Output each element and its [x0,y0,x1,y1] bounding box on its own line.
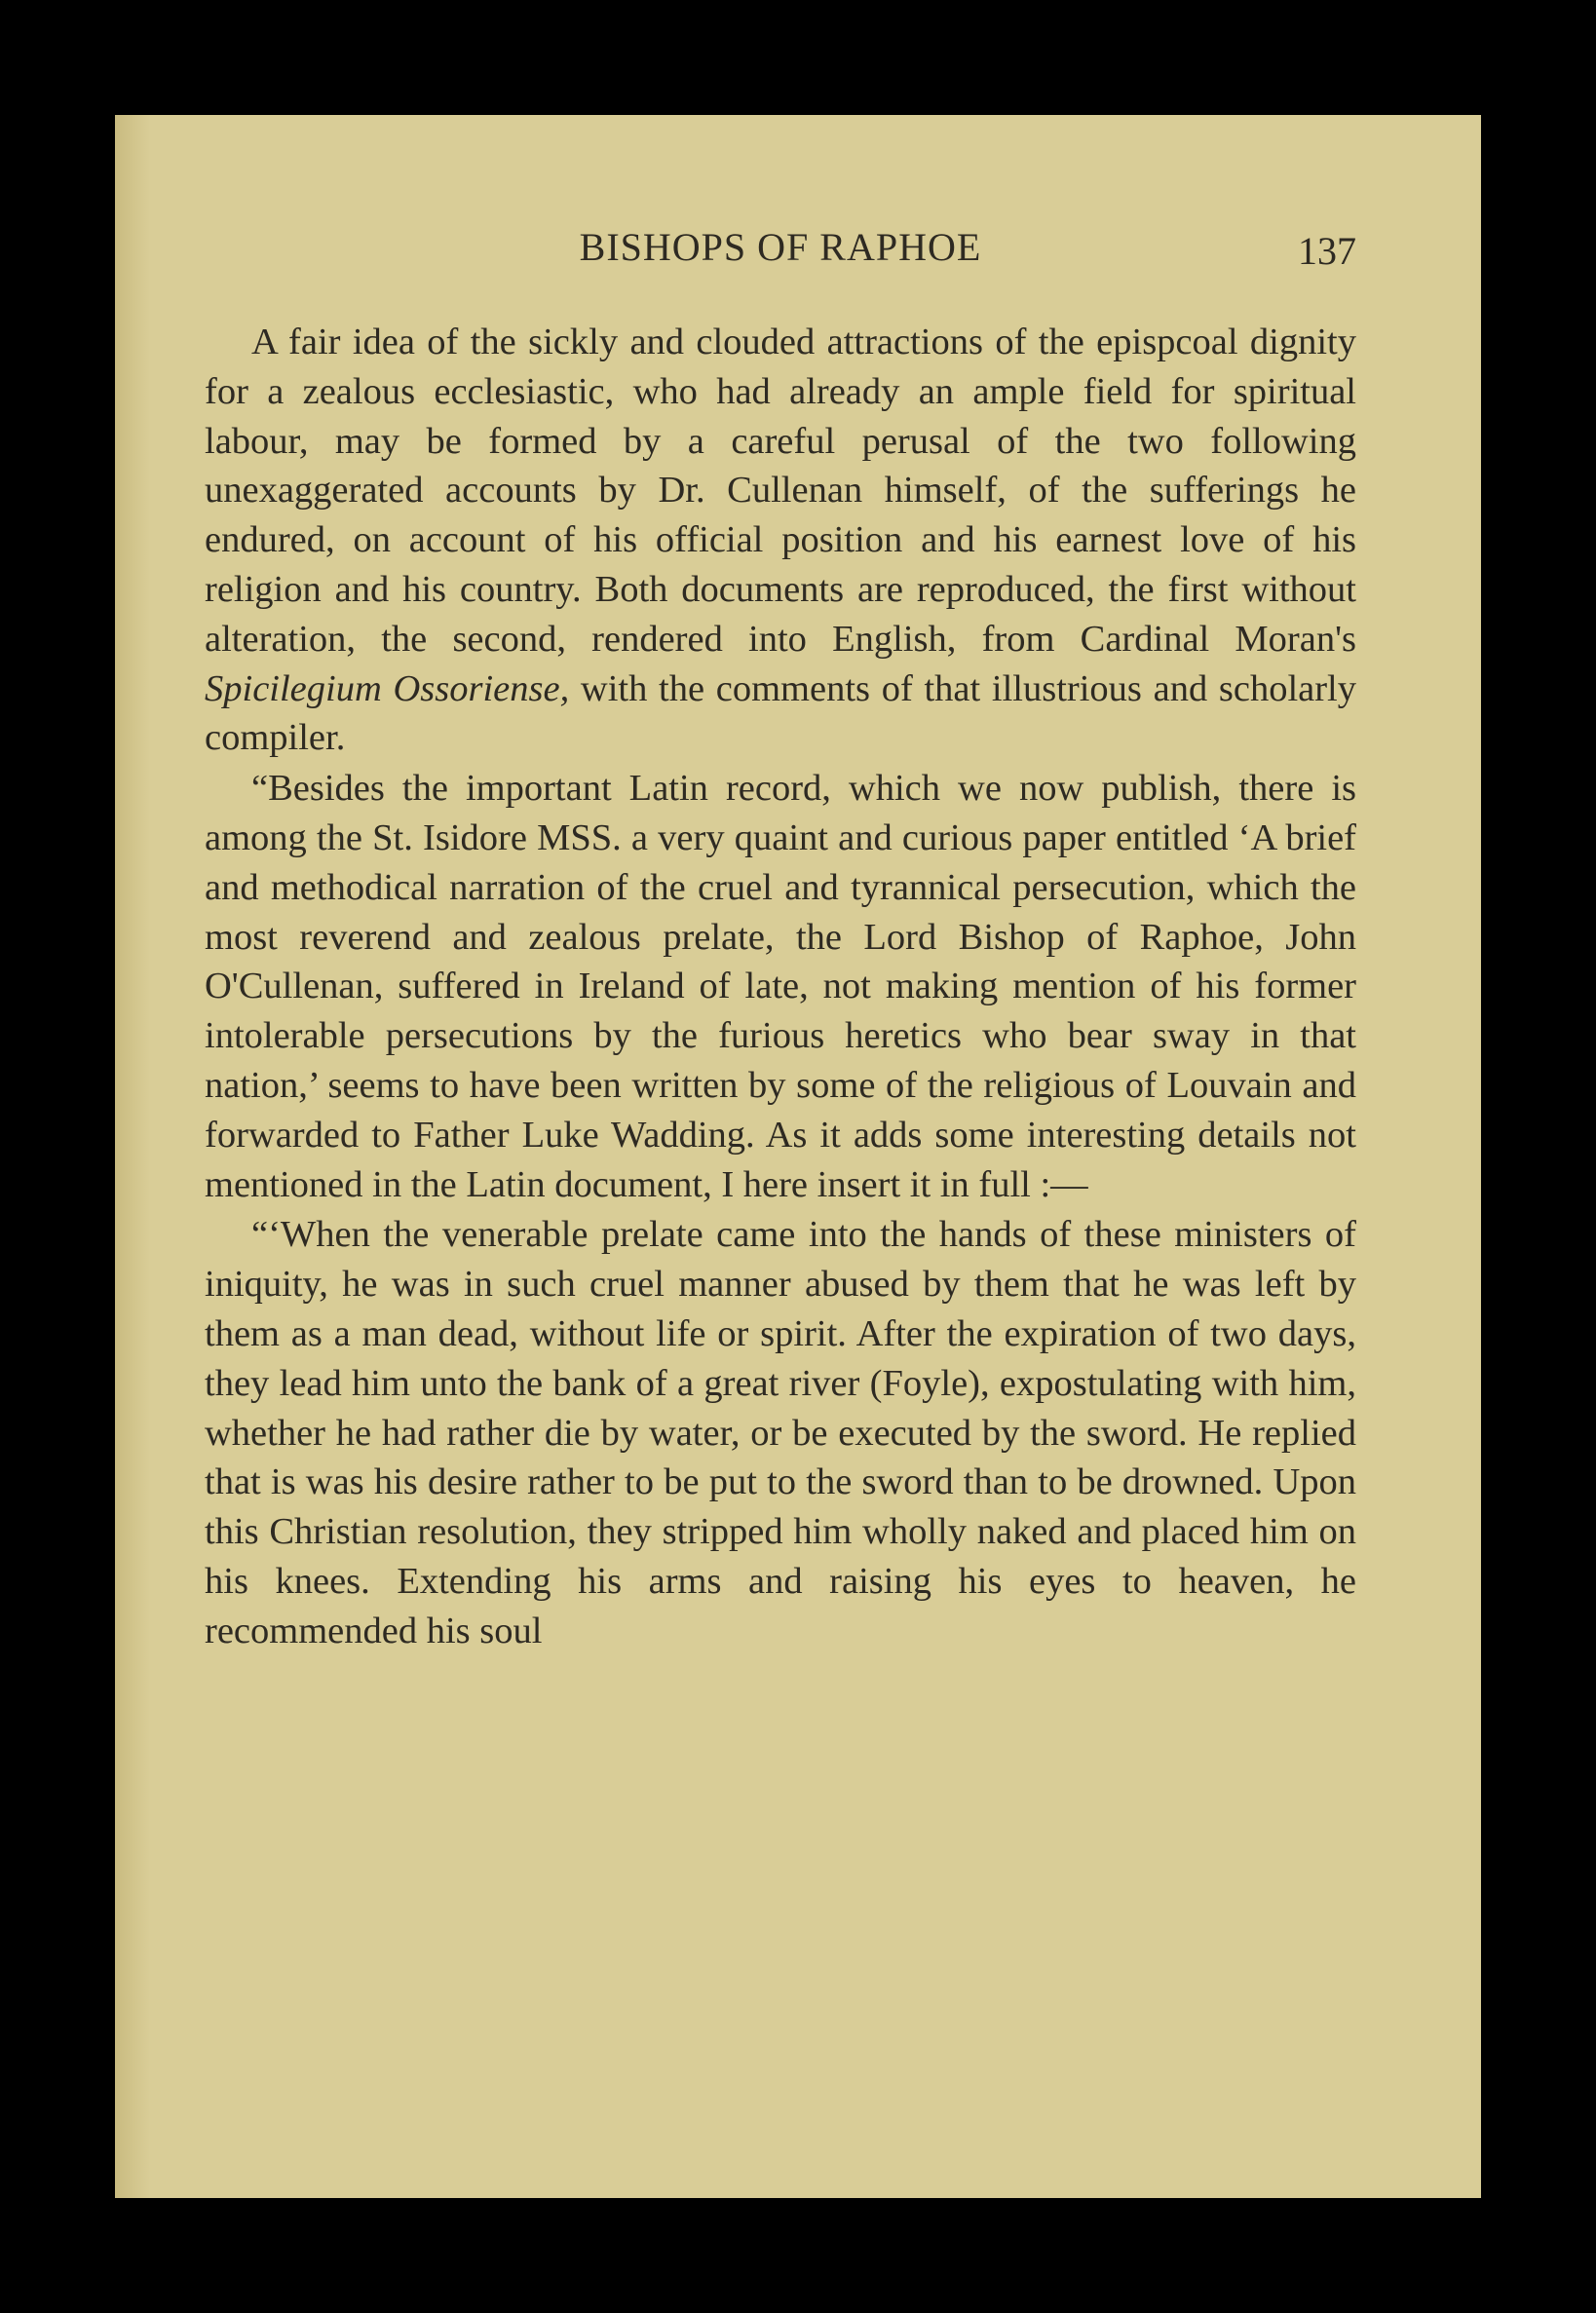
page-gutter [115,115,150,2198]
paragraph-1-text-start: A fair idea of the sickly and clouded attractions of the epispcoal dignity for a zealous ecclesiastic, who had already an ample field for spiritual labour, may be formed by a careful perusal of the two following unexaggerated accounts by Dr. Cullenan himself, of the sufferings he endured, on account of his official position and his earnest love of his religion and his country. Both documents are reproduced, the first without alteration, the second, rendered into English, from Cardinal Moran's [205,322,1356,660]
page-header [205,224,1356,283]
running-head: BISHOPS OF RAPHOE [579,225,982,269]
page-number: 137 [1298,229,1356,273]
body-text [205,318,1356,1656]
italic-book-title: Spicilegium Ossoriense, [205,667,570,709]
paragraph-2: “Besides the important Latin record, which we now publish, there is among the St. Isidore MSS. a very quaint and curious paper entitled ‘A brief and methodical narration of the cruel and tyrannical persecution, which the most reverend and zealous prelate, the Lord Bishop of Raphoe, John O'Cullenan, suffered in Ireland of late, not making mention of his former intolerable persecutions by the furious heretics who bear sway in that nation,’ seems to have been written by some of the religious of Louvain and forwarded to Father Luke Wadding. As it adds some interesting details not mentioned in the Latin document, I here insert it in full :— [205,768,1356,1205]
paragraph-1 [205,318,1356,763]
paragraph-1-text-end: with the comments of that illustrious and scholarly compiler. [205,667,1357,759]
book-page [115,115,1481,2198]
paragraph-3: “‘When the venerable prelate came into the hands of these ministers of iniquity, he was in such cruel manner abused by them that he was left by them as a man dead, without life or spirit. After the expiration of two days, they lead him unto the bank of a great river (Foyle), expostulating with him, whether he had rather die by water, or be executed by the sword. He replied that is was his desire rather to be put to the sword than to be drowned. Upon this Christian resolution, they stripped him wholly naked and placed him on his knees. Extending his arms and raising his eyes to heaven, he recommended his soul [205,1214,1356,1651]
